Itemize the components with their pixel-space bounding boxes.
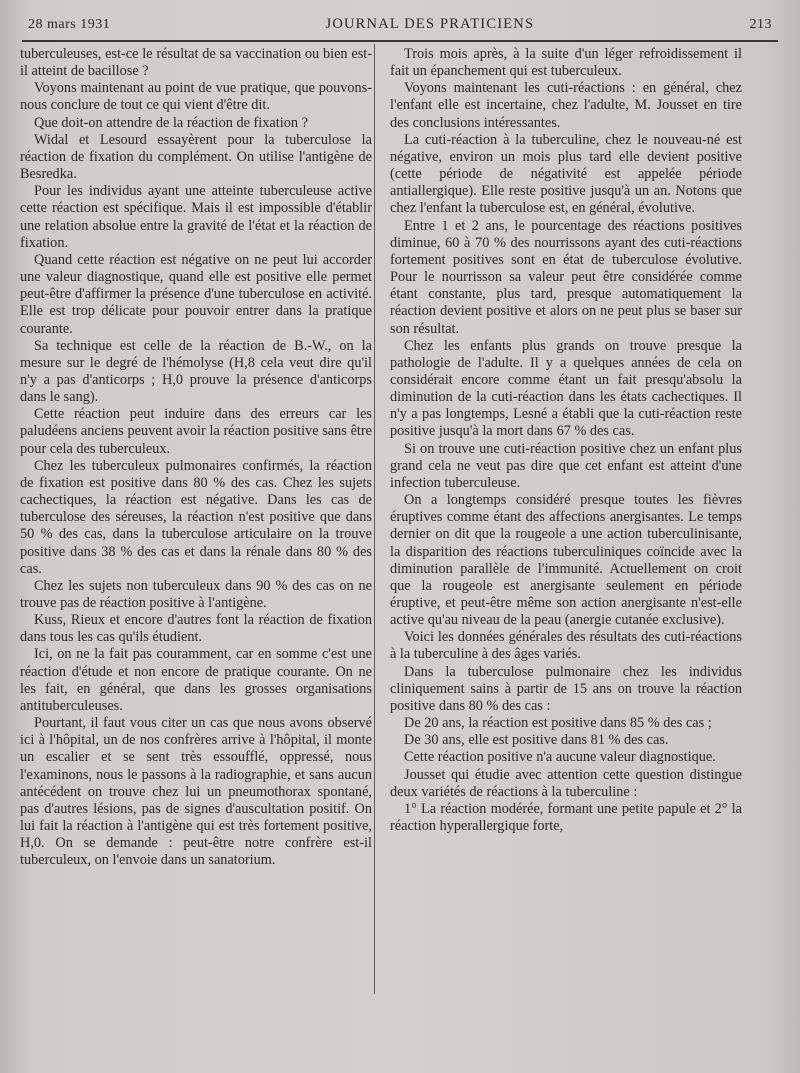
paragraph: La cuti-réaction à la tuberculine, chez le nouveau-né est négative, environ un mois plus tard elle devient positive (cette période de négativité est appelée période antiallergique). Elle reste positive jusqu'à un an. Notons que chez l'enfant la tuberculose est, en général, évolutive. bbox=[390, 131, 742, 217]
paragraph: Voyons maintenant au point de vue pratique, que pouvons-nous conclure de tout ce qui vient d'être dit. bbox=[20, 80, 372, 114]
paragraph: Sa technique est celle de la réaction de B.-W., on la mesure sur le degré de l'hémolyse (H,8 cela veut dire qu'il n'y a pas d'anticorps ; H,0 prouve la présence d'anticorps dans le sang). bbox=[20, 337, 372, 406]
paragraph: tuberculeuses, est-ce le résultat de sa vaccination ou bien est-il atteint de bacillose ? bbox=[20, 46, 372, 80]
left-column bbox=[20, 46, 372, 870]
paragraph: 1° La réaction modérée, formant une petite papule et 2° la réaction hyperallergique forte, bbox=[390, 800, 742, 835]
paragraph: Chez les sujets non tuberculeux dans 90 % des cas on ne trouve pas de réaction positive à l'antigène. bbox=[20, 577, 372, 611]
header-journal-title: JOURNAL DES PRATICIENS bbox=[325, 16, 535, 32]
paragraph: Chez les tuberculeux pulmonaires confirmés, la réaction de fixation est positive dans 80 % des cas. Chez les sujets cachectiques, la réaction est négative. Dans les cas de tuberculose des séreuses, la réaction n'est positive que dans 50 % des cas, dans la tuberculose articulaire on la trouve positive dans 38 % des cas et dans la rénale dans 80 % des cas. bbox=[20, 457, 372, 577]
paragraph: Dans la tuberculose pulmonaire chez les individus cliniquement sains à partir de 15 ans on trouve la réaction positive dans 80 % des cas : bbox=[390, 663, 742, 714]
paragraph: Kuss, Rieux et encore d'autres font la réaction de fixation dans tous les cas qu'ils étudient. bbox=[20, 612, 372, 646]
paragraph: Entre 1 et 2 ans, le pourcentage des réactions positives diminue, 60 à 70 % des nourrissons ayant des cuti-réactions fortement positives sont en état de tuberculose évolutive. Pour le nourrisson sa valeur peut être considérée comme étant constante, plus tard, presque automatiquement la réaction devient positive et alors on ne peut plus se baser sur son résultat. bbox=[390, 217, 742, 337]
paragraph: Que doit-on attendre de la réaction de fixation ? bbox=[34, 114, 308, 131]
paragraph: On a longtemps considéré presque toutes les fièvres éruptives comme étant des affections anergisantes. Le temps dernier on dit que la rougeole a une action tuberculinisante, la disparition des réactions tuberculiniques coïncide avec la diminution parallèle de l'immunité. Actuellement on croit que la rougeole est anergisante seulement en période éruptive, et peut-être même son action anergisante n'est-elle active qu'au niveau de la peau (anergie cutanée exclusive). bbox=[390, 492, 742, 629]
paragraph: Pourtant, il faut vous citer un cas que nous avons observé ici à l'hôpital, un de nos confrères arrive à l'hôpital, il monte un escalier et se sent très essoufflé, oppressé, nous l'examinons, nous le passons à la radiographie, et sans aucun antécédent on trouve chez lui un pneumothorax spontané, pas d'autres lésions, pas de signes d'auscultation positif. On lui fait la réaction à l'antigène qui est très fortement positive, H,0. On se demande : peut-être notre confrère est-il tuberculeux, on l'envoie dans un sanatorium. bbox=[20, 715, 372, 869]
column-divider bbox=[374, 44, 375, 994]
header-page-number: 213 bbox=[749, 17, 772, 32]
paragraph: Chez les enfants plus grands on trouve presque la pathologie de l'adulte. Il y a quelques années de cela on considérait encore comme étant un fait presqu'absolu la diminution de la cuti-réaction dans les états cachectiques. Il n'y a pas longtemps, Lesné a établi que la cuti-réaction reste positive jusqu'à la mort dans 67 % des cas. bbox=[390, 337, 742, 440]
paragraph: Voyons maintenant les cuti-réactions : en général, chez l'enfant elle est incertaine, chez l'adulte, M. Jousset en tire des conclusions intéressantes. bbox=[390, 80, 742, 131]
paragraph: Cette réaction positive n'a aucune valeur diagnostique. bbox=[404, 749, 716, 766]
paragraph: De 30 ans, elle est positive dans 81 % des cas. bbox=[404, 732, 669, 749]
right-column bbox=[390, 46, 742, 835]
paragraph: Cette réaction peut induire dans des erreurs car les paludéens anciens peuvent avoir la réaction positive sans être pour cela des tuberculeux. bbox=[20, 406, 372, 457]
paragraph: De 20 ans, la réaction est positive dans 85 % des cas ; bbox=[404, 715, 712, 732]
paragraph: Widal et Lesourd essayèrent pour la tuberculose la réaction de fixation du complément. On utilise l'antigène de Besredka. bbox=[20, 131, 372, 183]
page-header bbox=[28, 16, 772, 38]
paragraph: Ici, on ne la fait pas couramment, car en somme c'est une réaction d'étude et non encore de pratique courante. On ne les fait, en général, que dans les grosses organisations antituberculeuses. bbox=[20, 646, 372, 714]
paragraph: Quand cette réaction est négative on ne peut lui accorder une valeur diagnostique, quand elle est positive elle permet peut-être d'affirmer la présence d'une tuberculose en activité. Elle est trop délicate pour pouvoir entrer dans la pratique courante. bbox=[20, 251, 372, 337]
paragraph: Voici les données générales des résultats des cuti-réactions à la tuberculine à des âges variés. bbox=[390, 629, 742, 663]
header-date: 28 mars 1931 bbox=[28, 17, 111, 32]
paragraph: Trois mois après, à la suite d'un léger refroidissement il fait un épanchement qui est tuberculeux. bbox=[390, 46, 742, 80]
header-rule bbox=[22, 40, 778, 42]
paragraph: Si on trouve une cuti-réaction positive chez un enfant plus grand cela ne veut pas dire que cet enfant est atteint d'une infection tuberculeuse. bbox=[390, 440, 742, 491]
paragraph: Pour les individus ayant une atteinte tuberculeuse active cette réaction est spécifique. Mais il est impossible d'établir une relation absolue entre la gravité de l'état et la réaction de fixation. bbox=[20, 183, 372, 251]
paragraph: Jousset qui étudie avec attention cette question distingue deux variétés de réactions à la tuberculine : bbox=[390, 766, 742, 800]
